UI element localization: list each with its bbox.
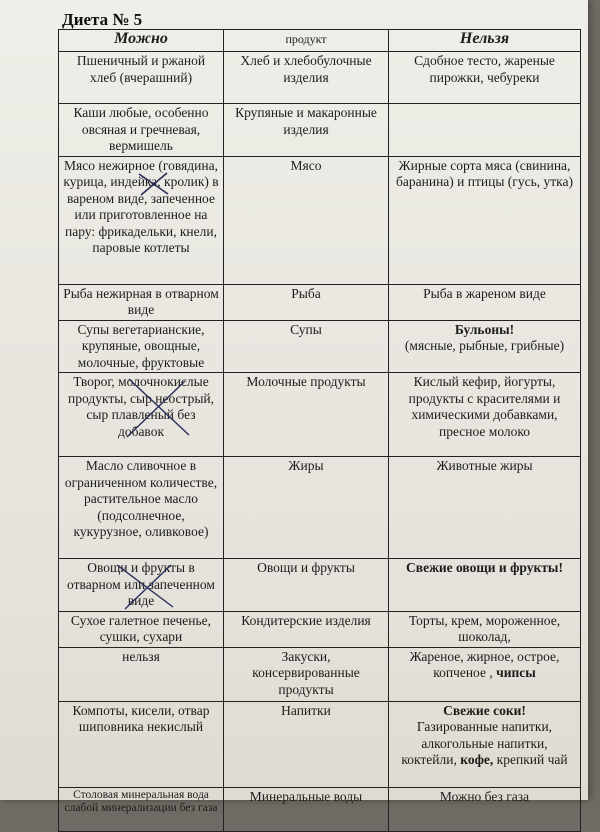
header-forbidden: Нельзя <box>389 30 581 52</box>
cell-product: Напитки <box>224 701 389 787</box>
cell-allowed <box>59 559 224 612</box>
cell-forbidden: Можно без газа <box>389 787 581 831</box>
table-row <box>59 104 581 157</box>
table-row <box>59 559 581 612</box>
cell-text: Жареное, жирное, острое, копченое , <box>409 648 560 680</box>
cell-allowed: Сухое галетное печенье, сушки, сухари <box>59 611 224 647</box>
cell-product: Жиры <box>224 457 389 559</box>
cell-product: Крупяные и макаронные изделия <box>224 104 389 157</box>
cell-product: Овощи и фрукты <box>224 559 389 612</box>
table-row <box>59 611 581 647</box>
cell-product: Супы <box>224 320 389 373</box>
table-row <box>59 457 581 559</box>
cell-forbidden: Торты, крем, мороженное, шоколад, <box>389 611 581 647</box>
table-row <box>59 373 581 457</box>
cell-forbidden <box>389 320 581 373</box>
cell-allowed: Супы вегетарианские, крупяные, овощные, молочные, фруктовые <box>59 320 224 373</box>
cell-forbidden <box>389 701 581 787</box>
cell-allowed: Пшеничный и ржаной хлеб (вчерашний) <box>59 52 224 104</box>
cell-allowed <box>59 156 224 284</box>
cell-emphasis: Бульоны! <box>454 321 515 337</box>
cell-product: Молочные продукты <box>224 373 389 457</box>
cell-allowed: Рыба нежирная в отварном виде <box>59 284 224 320</box>
header-allowed: Можно <box>59 30 224 52</box>
cell-forbidden: Животные жиры <box>389 457 581 559</box>
cell-text-tail: крепкий чай <box>496 752 568 767</box>
cell-product: Закуски, консервированные продукты <box>224 647 389 701</box>
cell-allowed: Компоты, кисели, отвар шиповника некислый <box>59 701 224 787</box>
cell-emphasis: Свежие соки! <box>443 702 526 718</box>
cell-emphasis-coffee: кофе, <box>460 752 494 767</box>
cell-allowed <box>59 373 224 457</box>
cell-allowed: нельзя <box>59 647 224 701</box>
table-row <box>59 647 581 701</box>
diet-table <box>58 29 581 832</box>
cell-product: Кондитерские изделия <box>224 611 389 647</box>
cell-product: Мясо <box>224 156 389 284</box>
cell-allowed: Каши любые, особенно овсяная и гречневая, вермишель <box>59 104 224 157</box>
table-row <box>59 320 581 373</box>
cell-text: Газированные напитки, алкогольные напитки, коктейли, <box>401 719 553 767</box>
cell-forbidden: Сдобное тесто, жареные пирожки, чебуреки <box>389 52 581 104</box>
table-row <box>59 52 581 104</box>
cell-forbidden: Рыба в жареном виде <box>389 284 581 320</box>
table-row <box>59 701 581 787</box>
cell-forbidden <box>389 104 581 157</box>
cell-forbidden: Кислый кефир, йогурты, продукты с красителями и химическими добавками, пресное молоко <box>389 373 581 457</box>
table-row <box>59 284 581 320</box>
cell-allowed: Столовая минеральная вода слабой минерализации без газа <box>59 787 224 831</box>
cell-product: Хлеб и хлебобулочные изделия <box>224 52 389 104</box>
cell-forbidden: Жирные сорта мяса (свинина, баранина) и птицы (гусь, утка) <box>389 156 581 284</box>
header-row <box>59 30 581 52</box>
cell-allowed: Масло сливочное в ограниченном количестве, растительное масло (подсолнечное, кукурузное, оливковое) <box>59 457 224 559</box>
cell-forbidden: Свежие овощи и фрукты! <box>389 559 581 612</box>
cell-product: Минеральные воды <box>224 787 389 831</box>
table-row <box>59 156 581 284</box>
cell-product: Рыба <box>224 284 389 320</box>
cell-text: Овощи и фрукты в отварном или запеченном виде <box>67 560 215 608</box>
cell-text: Творог, молочнокислые продукты, сыр неострый, сыр плавленый без добавок <box>67 374 215 439</box>
cell-emphasis: чипсы <box>496 665 536 680</box>
page-title: Диета № 5 <box>62 10 143 29</box>
cell-forbidden <box>389 647 581 701</box>
table-row <box>59 787 581 831</box>
cell-text: Мясо нежирное (говядина, курица, индейка, кролик) в вареном виде, запеченное или приготовленное на пару: фрикадельки, кнели, паровые котлеты <box>63 157 219 255</box>
cell-text: (мясные, рыбные, грибные) <box>404 338 565 353</box>
header-product: продукт <box>224 30 389 52</box>
